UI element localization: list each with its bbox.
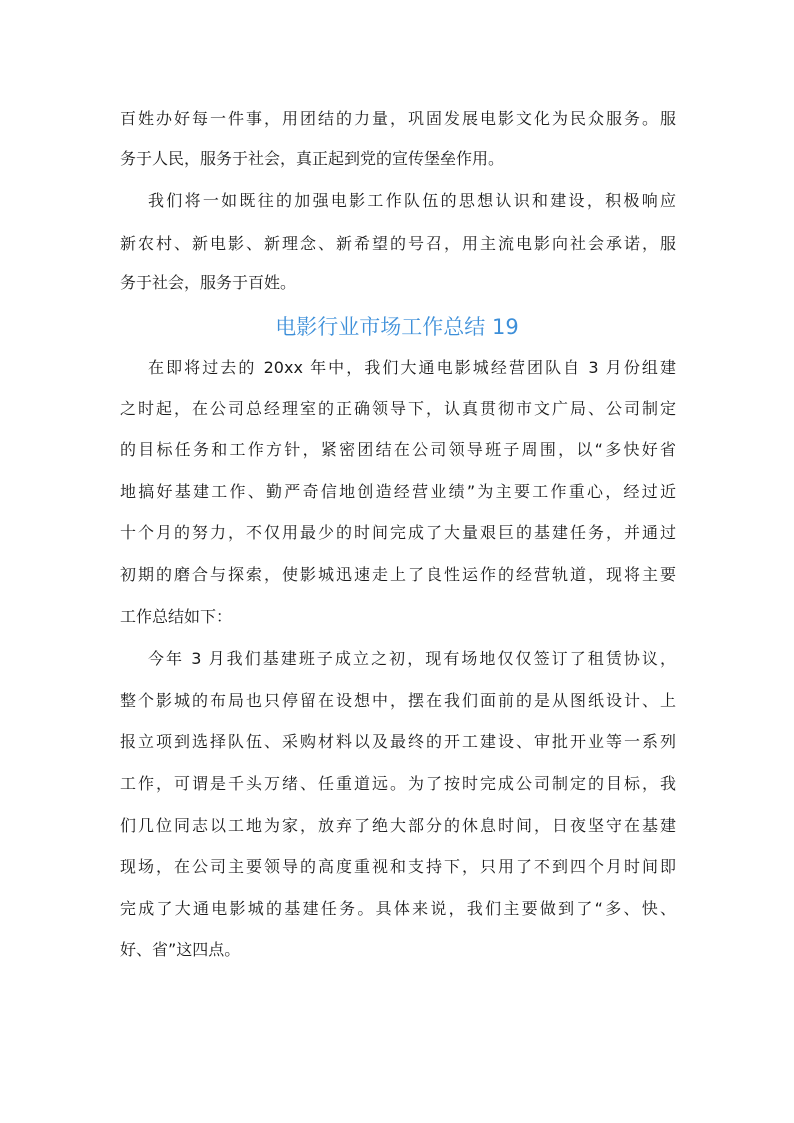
- body-line-5: 十个月的努力，不仅用最少的时间完成了大量艰巨的基建任务，并通过: [120, 523, 676, 542]
- intro-line-5: 务于社会，服务于百姓。: [120, 273, 297, 292]
- body-line-11: 工作，可谓是千头万绪、任重道远。为了按时完成公司制定的目标，我: [120, 774, 676, 793]
- body-line-14: 完成了大通电影城的基建任务。具体来说，我们主要做到了“多、快、: [120, 899, 676, 918]
- body-line-12: 们几位同志以工地为家，放弃了绝大部分的休息时间，日夜坚守在基建: [120, 816, 676, 835]
- body-line-9: 整个影城的布局也只停留在设想中，摆在我们面前的是从图纸设计、上: [120, 691, 676, 710]
- body-line-15: 好、省”这四点。: [120, 940, 241, 959]
- body-line-6: 初期的磨合与探索，使影城迅速走上了良性运作的经营轨道，现将主要: [120, 565, 676, 584]
- body-line-3: 的目标任务和工作方针，紧密团结在公司领导班子周围，以“多快好省: [120, 440, 676, 459]
- body-line-1: 在即将过去的 20xx 年中，我们大通电影城经营团队自 3 月份组建: [148, 358, 676, 377]
- body-line-2: 之时起，在公司总经理室的正确领导下，认真贯彻市文广局、公司制定: [120, 399, 676, 418]
- intro-line-1: 百姓办好每一件事，用团结的力量，巩固发展电影文化为民众服务。服: [120, 109, 676, 128]
- body-line-4: 地搞好基建工作、勤严奇信地创造经营业绩”为主要工作重心，经过近: [120, 482, 676, 501]
- intro-line-2: 务于人民，服务于社会，真正起到党的宣传堡垒作用。: [120, 149, 505, 168]
- section-title: 电影行业市场工作总结 19: [275, 315, 519, 339]
- body-line-10: 报立项到选择队伍、采购材料以及最终的开工建设、审批开业等一系列: [120, 732, 676, 751]
- body-line-7: 工作总结如下：: [120, 607, 233, 626]
- intro-line-3: 我们将一如既往的加强电影工作队伍的思想认识和建设，积极响应: [148, 191, 676, 210]
- body-line-13: 现场，在公司主要领导的高度重视和支持下，只用了不到四个月时间即: [120, 857, 676, 876]
- intro-line-4: 新农村、新电影、新理念、新希望的号召，用主流电影向社会承诺，服: [120, 234, 676, 253]
- body-line-8: 今年 3 月我们基建班子成立之初，现有场地仅仅签订了租赁协议，: [148, 649, 676, 668]
